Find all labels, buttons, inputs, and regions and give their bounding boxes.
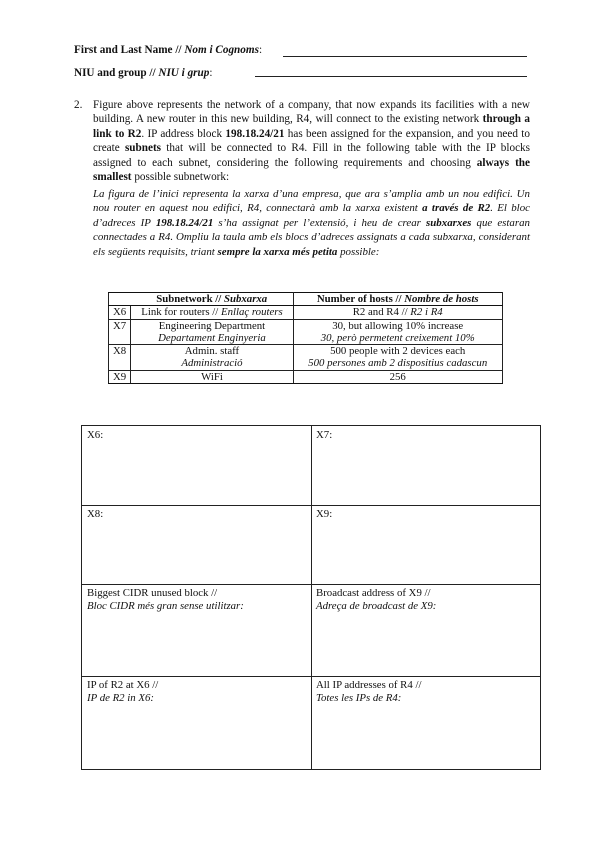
answer-label-cidr-en: Biggest CIDR unused block // [87,587,218,599]
subnet-hosts [293,345,502,371]
subnet-name-en: Link for routers // [141,306,221,319]
question-catalan [93,187,530,259]
niu-label-colon: : [209,67,213,79]
answer-label-broadcast-en: Broadcast address of X9 // [316,587,431,599]
table-row [109,319,503,345]
subnet-name-en: WiFi [201,370,223,383]
answer-label-r4-en: All IP addresses of R4 // [316,679,422,691]
subnet-hosts-ca: 30, però permetent creixement 10% [320,331,475,344]
answer-cell-broadcast[interactable] [311,584,540,676]
q-en-text-5: possible subnetwork: [131,171,230,184]
q-ca-text-1: La figura de l’inici representa la xarxa d’una empresa, que ara s’amplia amb un nou edifici. Un nou router en aquest nou edifici, R4, connectarà amb la xarxa existent [93,188,530,215]
q-en-bold-1: through a link to R2 [93,113,530,140]
answer-cell-r2-ip[interactable] [82,676,311,769]
q-ca-text-3: s’ha assignat per l’extensió, i heu de crear [213,216,427,229]
answer-label-r2-ca: IP de R2 in X6: [87,692,154,704]
subnet-hosts-en: 256 [389,370,406,383]
name-field[interactable] [283,56,527,57]
subnet-id: X8 [109,345,131,371]
subnet-id: X6 [109,306,131,319]
q-ca-bold-3: subxarxes [426,216,472,229]
q-en-text-1: Figure above represents the network of a company, that now expands its facilities with a new building. A new router in this new building, R4, will connect to the existing network [93,99,530,126]
answer-label-x9: X9: [316,508,333,520]
subnet-name-en: Admin. staff [184,345,240,358]
answer-cell-r4-ips[interactable] [311,676,540,769]
q-en-bold-4: always the smallest [93,156,530,184]
subnet-name-ca: Departament Enginyeria [158,331,266,344]
table-row [109,345,503,371]
q-ca-bold-4: sempre la xarxa més petita [217,245,338,258]
table-row [109,306,503,319]
q-en-text-3: has been assigned for the expansion, and you need to create [93,127,530,155]
q-en-bold-2: 198.18.24/21 [225,127,285,140]
subnet-hosts [293,319,502,345]
answer-cell-x6[interactable] [82,426,311,505]
header-hosts-ca: Nombre de hosts [404,293,479,305]
answer-cell-x7[interactable] [311,426,540,505]
q-ca-text-5: possible: [337,245,380,258]
answer-label-r4-ca: Totes les IPs de R4: [316,692,402,704]
header-subnetwork-en: Subnetwork // [156,293,224,305]
subnet-hosts-ca: R2 i R4 [410,306,443,319]
subnet-name-ca: Administració [181,357,243,370]
header-hosts-en: Number of hosts // [316,293,405,305]
name-label [74,44,262,56]
answer-label-cidr-ca: Bloc CIDR més gran sense utilitzar: [87,600,244,612]
q-en-bold-3: subnets [124,142,162,155]
subnet-name [131,345,294,371]
subnet-id: X9 [109,370,131,383]
q-ca-text-4: que estaran connectades a R4. Ompliu la taula amb els blocs d’adreces assignats a cada subxarxa, considerant els següents requisits, triant [93,216,530,258]
subnet-hosts-ca: 500 persones amb 2 dispositius cadascun [308,357,488,370]
answer-cell-cidr[interactable] [82,584,311,676]
subnet-name [131,306,294,319]
table-row [109,370,503,383]
answer-grid [81,425,541,770]
q-ca-text-2: . El bloc d’adreces IP [93,202,530,229]
niu-label [74,67,212,79]
answer-label-x7: X7: [316,429,333,441]
niu-label-en: NIU and group [74,67,147,79]
subnet-id: X7 [109,319,131,345]
q-ca-bold-2: 198.18.24/21 [155,216,214,229]
subnet-name [131,319,294,345]
subnet-hosts [293,370,502,383]
niu-label-ca: NIU i grup [158,67,210,79]
question-number: 2. [74,99,83,111]
answer-cell-x9[interactable] [311,505,540,584]
answer-label-x8: X8: [87,508,104,520]
header-subnetwork [131,293,294,306]
answer-label-broadcast-ca: Adreça de broadcast de X9: [316,600,437,612]
subnet-hosts-en: 30, but allowing 10% increase [332,319,464,332]
subnet-name [131,370,294,383]
subnet-name-ca: Enllaç routers [220,306,283,319]
name-label-sep: // [172,44,185,56]
answer-label-r2-en: IP of R2 at X6 // [87,679,159,691]
subnet-hosts [293,306,502,319]
name-label-ca: Nom i Cognoms [184,44,259,56]
subnet-hosts-en: 500 people with 2 devices each [330,345,466,358]
q-en-text-2: . IP address block [141,127,226,140]
niu-field[interactable] [255,76,527,77]
table-header-row [109,293,503,306]
subnet-hosts-en: R2 and R4 // [352,306,411,319]
answer-cell-x8[interactable] [82,505,311,584]
name-label-colon: : [258,44,263,56]
requirements-table [108,292,503,384]
header-hosts [293,293,502,306]
niu-label-sep: // [146,67,159,79]
subnet-name-en: Engineering Department [158,319,266,332]
q-en-text-4: that will be connected to R4. Fill in the following table with the IP blocks assigned to each subnet, considering the following requirements and choosing [93,142,530,169]
header-subnetwork-ca: Subxarxa [223,293,268,305]
answer-label-x6: X6: [87,429,104,441]
q-ca-bold-1: a través de R2 [422,202,491,215]
question-english [74,98,530,184]
name-label-en: First and Last Name [74,44,173,56]
